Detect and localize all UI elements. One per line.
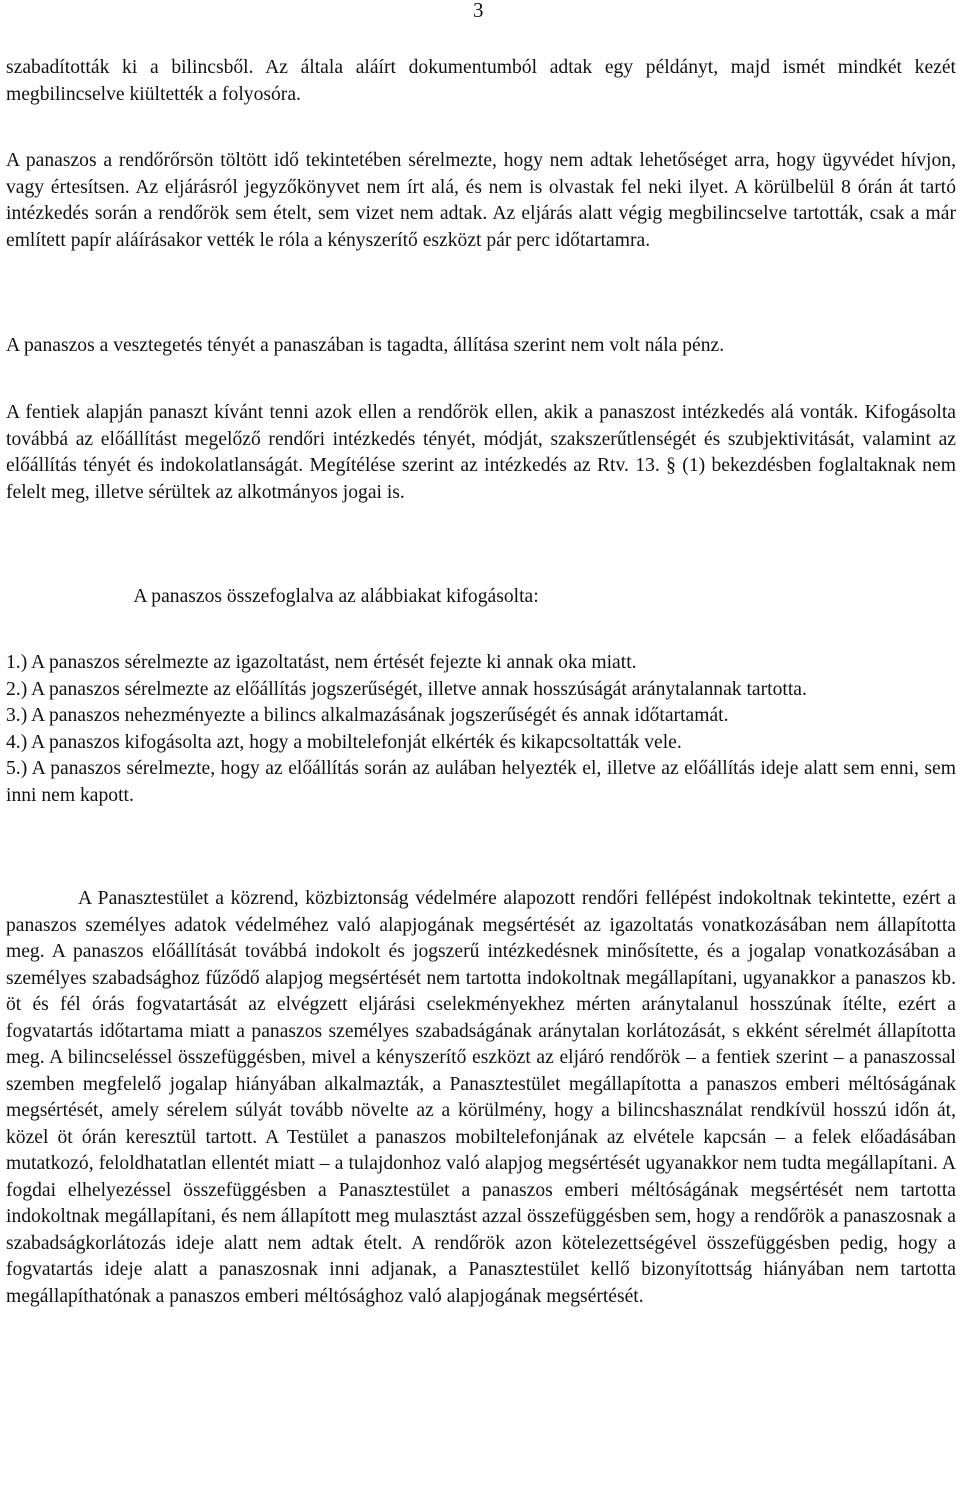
paragraph-3: A panaszos a vesztegetés tényét a panaszában is tagadta, állítása szerint nem volt nála pénz. — [6, 335, 725, 356]
paragraph-2: A panaszos a rendőrőrsön töltött idő tekintetében sérelmezte, hogy nem adtak lehetőséget arra, hogy ügyvédet hívjon, vagy értesítsen. Az eljárásról jegyzőkönyvet nem írt alá, és nem is olvastak fel neki ilyet. A körülbelül 8 órán át tartó intézkedés során a rendőrök sem ételt, sem vizet nem adtak. Az eljárás alatt végig megbilincselve tartották, csak a már említett papír aláírásakor vették le róla a kényszerítő eszközt pár perc időtartamra. — [6, 150, 956, 251]
complaint-list — [6, 650, 956, 809]
list-item: 4.) A panaszos kifogásolta azt, hogy a mobiltelefonját elkérték és kikapcsoltatták vele. — [6, 731, 682, 753]
page-number: 3 — [473, 0, 484, 22]
paragraph-4: A fentiek alapján panaszt kívánt tenni azok ellen a rendőrök ellen, akik a panaszost intézkedés alá vonták. Kifogásolta továbbá az előállítást megelőző rendőri intézkedés tényét, módját, szakszerűtlenségét és szubjektivitását, valamint az előállítás tényét és indokolatlanságát. Megítélése szerint az intézkedés az Rtv. 13. § (1) bekezdésben foglaltaknak nem felelt meg, illetve sérültek az alkotmányos jogai is. — [6, 402, 956, 503]
list-item: 5.) A panaszos sérelmezte, hogy az előállítás során az aulában helyezték el, illetve az előállítás ideje alatt sem enni, sem inni nem kapott. — [6, 758, 956, 806]
list-item: 1.) A panaszos sérelmezte az igazoltatást, nem értését fejezte ki annak oka miatt. — [6, 652, 637, 673]
list-item: 2.) A panaszos sérelmezte az előállítás jogszerűségét, illetve annak hosszúságát aránytalannak tartotta. — [6, 678, 807, 700]
summary-heading: A panaszos összefoglalva az alábbiakat kifogásolta: — [133, 586, 539, 607]
paragraph-1: szabadították ki a bilincsből. Az általa aláírt dokumentumból adtak egy példányt, majd ismét mindkét kezét megbilincselve kiültették a folyosóra. — [6, 57, 956, 105]
list-item: 3.) A panaszos nehezményezte a bilincs alkalmazásának jogszerűségét és annak időtartamát. — [6, 705, 729, 726]
panel-conclusion-paragraph: A Panasztestület a közrend, közbiztonság védelmére alapozott rendőri fellépést indokoltnak tekintette, ezért a panaszos személyes adatok védelméhez való alapjogának megsértését az igazoltatás vonatkozásában nem állapította meg. A panaszos előállítását továbbá indokolt és jogszerű intézkedésnek minősítette, és a jogalap vonatkozásában a személyes szabadsághoz fűződő alapjog megsértését nem tartotta indokoltnak megállapítani, ugyanakkor a panaszos kb. öt és fél órás fogvatartását az elvégzett eljárási cselekményekhez mérten aránytalanul hosszúnak ítélte, ezért a fogvatartás időtartama miatt a panaszos személyes szabadságának aránytalan korlátozását, s ekként sérelmét állapította meg. A bilincseléssel összefüggésben, mivel a kényszerítő eszközt az eljáró rendőrök – a fentiek szerint – a panaszossal szemben megfelelő jogalap hiányában alkalmazták, a Panasztestület megállapította a panaszos emberi méltóságának megsértését, amely sérelem súlyát tovább növelte az a körülmény, hogy a bilincshasználat rendkívül hosszú időn át, közel öt órán keresztül tartott. A Testület a panaszos mobiltelefonjának az elvétele kapcsán – a felek előadásában mutatkozó, feloldhatatlan ellentét miatt – a tulajdonhoz való alapjog megsértését ugyanakkor nem tudta megállapítani. A fogdai elhelyezéssel összefüggésben a Panasztestület a panaszos emberi méltóságának megsértését nem tartotta indokoltnak megállapítani, és nem állapított meg mulasztást azzal összefüggésben sem, hogy a rendőrök a panaszosnak a szabadságkorlátozás ideje alatt nem adtak ételt. A rendőrök azon kötelezettségével összefüggésben pedig, hogy a fogvatartás ideje alatt a panaszosnak inni adjanak, a Panasztestület kellő bizonyítottság hiányában nem tartotta megállapíthatónak a panaszos emberi méltósághoz való alapjogának megsértését. — [6, 888, 956, 1307]
